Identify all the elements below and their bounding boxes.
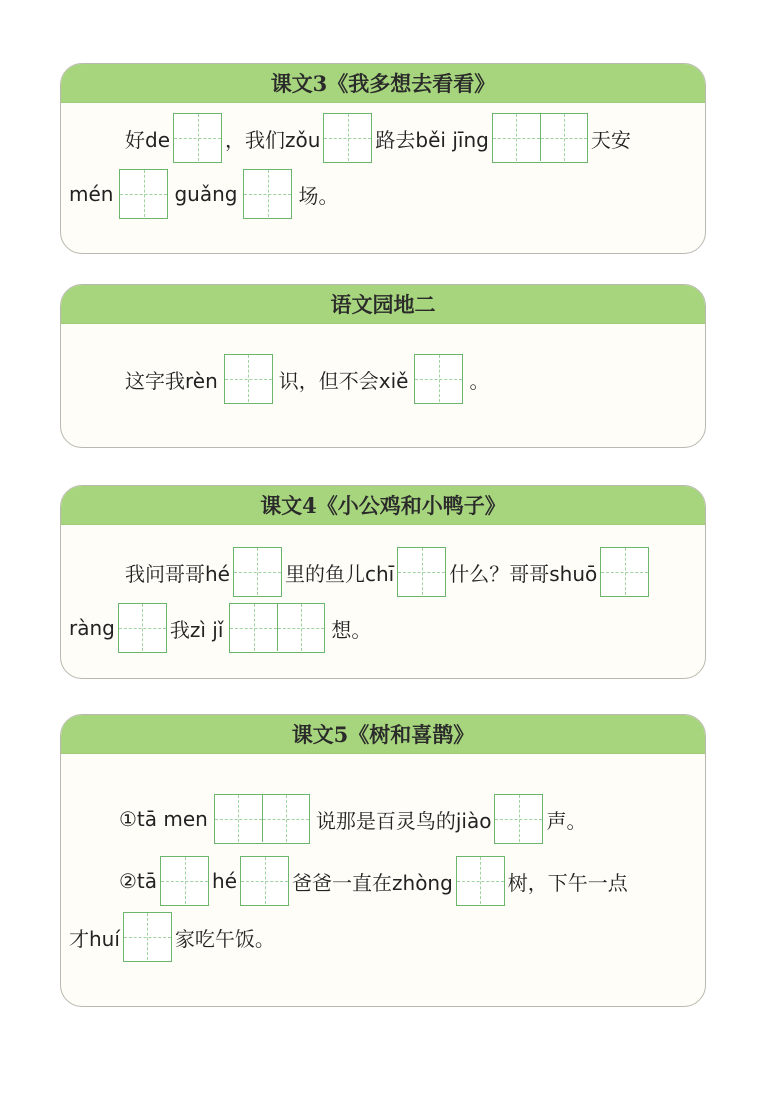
sentence-line (69, 169, 338, 219)
text-segment: 好de (125, 127, 170, 152)
writing-grid[interactable] (160, 856, 209, 906)
text-segment: 声。 (546, 808, 587, 833)
text-segment: 我zì jǐ (169, 617, 224, 642)
section-title: 课文4《小公鸡和小鸭子》 (61, 486, 705, 525)
text-segment: mén (69, 182, 114, 206)
writing-grid[interactable] (243, 169, 292, 219)
section-card-2 (60, 284, 706, 448)
section-title: 语文园地二 (61, 285, 705, 324)
text-segment: 识，但不会xiě (278, 368, 409, 393)
writing-grid[interactable] (240, 856, 289, 906)
text-segment: 场。 (298, 183, 339, 208)
section-card-4 (60, 714, 706, 1007)
text-segment: ，我们zǒu (225, 127, 321, 152)
text-segment: 树，下午一点 (507, 870, 628, 895)
writing-grid[interactable] (229, 603, 325, 653)
text-segment: 。 (469, 368, 490, 393)
sentence-line (125, 113, 631, 163)
text-segment: 说那是百灵鸟的jiào (315, 808, 492, 833)
text-segment: 才huí (69, 926, 120, 951)
text-segment: 路去běi jīng (375, 127, 489, 152)
text-segment: 想。 (331, 617, 372, 642)
text-segment: 我问哥哥hé (125, 561, 230, 586)
text-segment: 什么？哥哥shuō (449, 561, 598, 586)
writing-grid[interactable] (233, 547, 282, 597)
sentence-line (119, 856, 628, 906)
writing-grid[interactable] (224, 354, 273, 404)
text-segment: hé (212, 869, 238, 893)
text-segment: ①tā men (119, 807, 208, 831)
section-card-1 (60, 63, 706, 254)
text-segment: 里的鱼儿chī (284, 561, 395, 586)
writing-grid[interactable] (494, 794, 543, 844)
writing-grid[interactable] (118, 603, 167, 653)
writing-grid[interactable] (214, 794, 310, 844)
sentence-line (69, 912, 275, 962)
section-title: 课文3《我多想去看看》 (61, 64, 705, 103)
text-segment: 天安 (590, 127, 631, 152)
writing-grid[interactable] (119, 169, 168, 219)
writing-grid[interactable] (323, 113, 372, 163)
text-segment: guǎng (174, 182, 238, 206)
writing-grid[interactable] (397, 547, 446, 597)
text-segment: 家吃午饭。 (174, 926, 275, 951)
sentence-line (125, 547, 652, 597)
writing-grid[interactable] (492, 113, 588, 163)
text-segment: ràng (69, 616, 115, 640)
writing-grid[interactable] (414, 354, 463, 404)
writing-grid[interactable] (173, 113, 222, 163)
writing-grid[interactable] (123, 912, 172, 962)
sentence-line (119, 794, 586, 844)
section-title: 课文5《树和喜鹊》 (61, 715, 705, 754)
section-card-3 (60, 485, 706, 679)
text-segment: ②tā (119, 869, 158, 893)
text-segment: 这字我rèn (125, 368, 218, 393)
text-segment: 爸爸一直在zhòng (292, 870, 453, 895)
writing-grid[interactable] (600, 547, 649, 597)
sentence-line (125, 354, 489, 404)
writing-grid[interactable] (456, 856, 505, 906)
sentence-line (69, 603, 371, 653)
